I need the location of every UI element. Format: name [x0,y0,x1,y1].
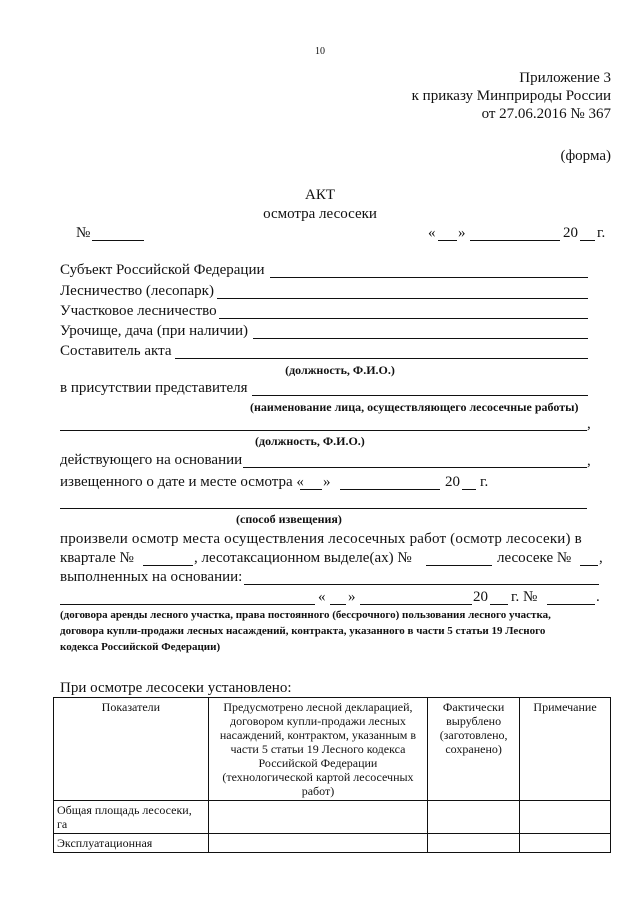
representative-position-hint: (должность, Ф.И.О.) [255,434,365,448]
row-label: Эксплуатационная [54,834,209,853]
table-cell[interactable] [208,834,427,853]
compiler-field[interactable] [175,358,588,359]
cutting-area-label: лесосеке № [497,550,572,566]
table-cell[interactable] [208,801,427,834]
header-indicators: Показатели [54,698,209,801]
period: . [596,589,600,605]
notified-month-field[interactable] [340,489,440,490]
notified-year-prefix: 20 [445,474,460,490]
allotment-label: , лесотаксационном выделе(ах) № [194,550,412,566]
representative-full-field[interactable] [60,430,587,431]
in-presence-label: в присутствии представителя [60,380,248,396]
comma-3: , [599,550,603,566]
notified-year-field[interactable] [462,489,476,490]
contract-year-field[interactable] [490,604,508,605]
contract-name-field[interactable] [60,604,315,605]
notified-quote-close: » [323,474,331,490]
date-quote-close: » [458,225,466,241]
contract-hint-1: (договора аренды лесного участка, права постоянного (бессрочного) пользования лесного участка, [60,609,551,621]
notified-label: извещенного о дате и месте осмотра « [60,474,304,490]
table-row [54,834,611,853]
form-label: (форма) [560,148,611,164]
cutting-area-field[interactable] [580,565,598,566]
act-number-field[interactable] [92,240,144,241]
date-quote-open: « [428,225,436,241]
date-year-prefix: 20 [563,225,578,241]
acting-basis-field[interactable] [243,467,587,468]
contract-hint-3: кодекса Российской Федерации) [60,641,221,653]
header-note: Примечание [520,698,611,801]
contract-day-field[interactable] [330,604,346,605]
document-subtitle: осмотра лесосеки [263,206,377,222]
comma-1: , [587,416,591,432]
org-name-hint: (наименование лица, осуществляющего лесосечные работы) [250,400,579,414]
order-date: от 27.06.2016 № 367 [481,106,611,122]
district-forestry-field[interactable] [219,318,588,319]
based-on-field[interactable] [244,584,599,585]
allotment-field[interactable] [426,565,492,566]
table-header-row [54,698,611,801]
act-number-label: № [76,225,91,241]
date-year-suffix: г. [597,225,606,241]
table-cell[interactable] [520,834,611,853]
acting-basis-label: действующего на основании [60,452,243,468]
contract-number-field[interactable] [547,604,595,605]
page-number: 10 [315,46,325,57]
comma-2: , [587,453,591,469]
contract-number-label: г. № [511,589,538,605]
compiler-label: Составитель акта [60,343,172,359]
tract-field[interactable] [253,338,588,339]
district-forestry-label: Участковое лесничество [60,303,217,319]
notify-method-hint: (способ извещения) [236,512,342,526]
table-cell[interactable] [428,801,520,834]
notified-day-field[interactable] [300,489,322,490]
contract-quote-open: « [318,589,326,605]
table-row [54,801,611,834]
contract-year-prefix: 20 [473,589,488,605]
date-year-field[interactable] [580,240,595,241]
header-planned: Предусмотрено лесной декларацией, договором купли-продажи лесных насаждений, контрактом, указанным в части 5 статьи 19 Лесного кодекса Российской Федерации (технологической картой лесосечных работ) [208,698,427,801]
header-actual: Фактически вырублено (заготовлено, сохранено) [428,698,520,801]
date-day-field[interactable] [438,240,457,241]
quarter-label: квартале № [60,550,134,566]
subject-field[interactable] [270,277,588,278]
representative-field[interactable] [252,395,588,396]
forestry-label: Лесничество (лесопарк) [60,283,214,299]
table-cell[interactable] [520,801,611,834]
contract-hint-2: договора купли-продажи лесных насаждений, контракта, указанного в части 5 статьи 19 Лесного [60,625,546,637]
inspection-text-line1: произвели осмотр места осуществления лесосечных работ (осмотр лесосеки) в [60,531,582,547]
appendix-label: Приложение 3 [519,70,611,86]
based-on-label: выполненных на основании: [60,569,243,585]
contract-quote-close: » [348,589,356,605]
document-title: АКТ [305,187,335,203]
contract-month-field[interactable] [360,604,472,605]
date-month-field[interactable] [470,240,560,241]
order-reference: к приказу Минприроды России [411,88,611,104]
inspection-results-title: При осмотре лесосеки установлено: [60,680,292,696]
subject-label: Субъект Российской Федерации [60,262,265,278]
inspection-table [53,697,611,853]
tract-label: Урочище, дача (при наличии) [60,323,249,339]
forestry-field[interactable] [217,298,588,299]
notify-method-field[interactable] [60,508,587,509]
table-cell[interactable] [428,834,520,853]
notified-year-suffix: г. [480,474,489,490]
compiler-position-hint: (должность, Ф.И.О.) [285,363,395,377]
quarter-field[interactable] [143,565,193,566]
row-label: Общая площадь лесосеки, га [54,801,209,834]
